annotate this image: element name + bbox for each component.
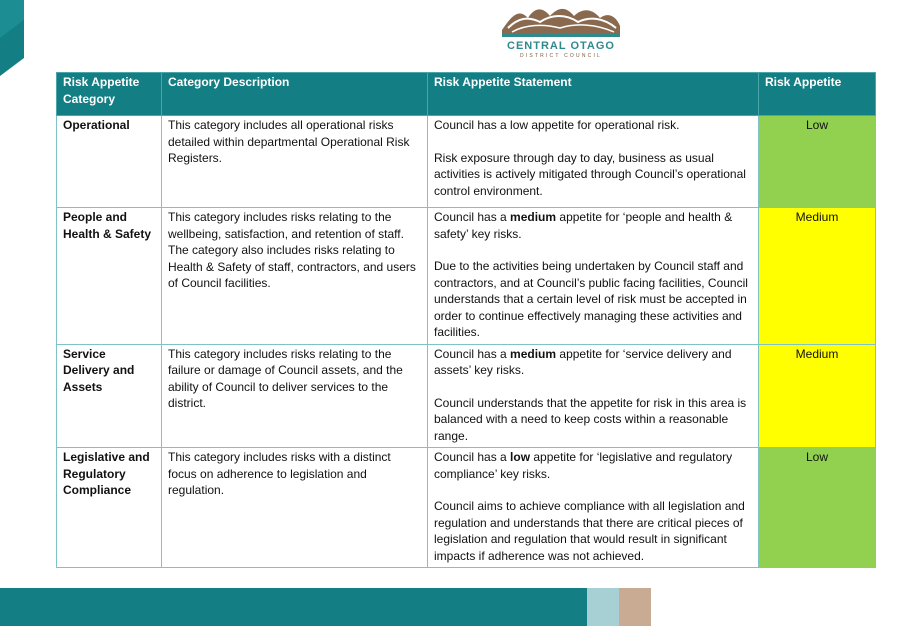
statement-level: medium — [510, 346, 557, 361]
statement-intro: Council has a low appetite for operational risk. — [434, 118, 680, 132]
category-cell: People and Health & Safety — [57, 208, 162, 345]
statement-post: appetite for ‘legislative and regulatory compliance’ key risks. — [434, 450, 733, 481]
statement-cell — [428, 448, 759, 568]
table-row — [57, 208, 876, 345]
statement-detail: Due to the activities being undertaken by Council staff and contractors, and at Council’s public facing facilities, Council understands that a certain level of risk must be accepted in order to continue effectively managing these activities and facilities. — [434, 259, 748, 339]
header-category: Risk Appetite Category — [57, 73, 162, 116]
statement-cell — [428, 208, 759, 345]
statement-intro — [434, 346, 752, 379]
statement-post: appetite for ‘people and health & safety’ key risks. — [434, 210, 733, 241]
category-cell: Legislative and Regulatory Compliance — [57, 448, 162, 568]
appetite-cell: Low — [759, 448, 876, 568]
statement-intro — [434, 209, 752, 242]
statement-detail: Council understands that the appetite for risk in this area is balanced with a need to keep costs within a reasonable range. — [434, 395, 747, 443]
statement-level: low — [510, 450, 531, 464]
header-description: Category Description — [162, 73, 428, 116]
footer-accent-tan — [619, 588, 651, 626]
logo-subtitle: DISTRICT COUNCIL — [519, 53, 603, 59]
statement-cell — [428, 116, 759, 208]
table-row — [57, 344, 876, 448]
description-cell: This category includes risks with a distinct focus on adherence to legislation and regulation. — [162, 448, 428, 568]
corner-decoration — [0, 0, 24, 76]
statement-post: appetite for ‘service delivery and assets’ key risks. — [434, 346, 732, 377]
statement-pre: Council has a — [434, 346, 511, 361]
footer-band — [0, 588, 587, 626]
footer-accent-light — [587, 588, 619, 626]
statement-pre: Council has a — [434, 450, 511, 464]
statement-pre: Council has a — [434, 210, 511, 224]
table-row — [57, 116, 876, 208]
category-cell: Service Delivery and Assets — [57, 344, 162, 448]
description-cell: This category includes risks relating to the failure or damage of Council assets, and the ability of Council to deliver services to the district. — [162, 344, 428, 448]
statement-detail: Council aims to achieve compliance with all legislation and regulation and understands that there are critical pieces of legislation and regulation that would result in significant impacts if adherence was not achieved. — [434, 499, 745, 563]
header-statement: Risk Appetite Statement — [428, 73, 759, 116]
description-cell: This category includes risks relating to the wellbeing, satisfaction, and retention of staff. The category also includes risks relating to Health & Safety of staff, contractors, and users of Council facilities. — [162, 208, 428, 345]
council-logo — [500, 4, 622, 58]
risk-appetite-table — [56, 72, 876, 568]
statement-level: medium — [510, 210, 557, 224]
category-cell: Operational — [57, 116, 162, 208]
mountains-icon — [500, 4, 622, 40]
statement-cell — [428, 344, 759, 448]
table-header-row — [57, 73, 876, 116]
header-appetite: Risk Appetite — [759, 73, 876, 116]
appetite-cell: Medium — [759, 208, 876, 345]
description-cell: This category includes all operational risks detailed within departmental Operational Risk Registers. — [162, 116, 428, 208]
appetite-cell: Low — [759, 116, 876, 208]
logo-title: CENTRAL OTAGO — [507, 40, 615, 52]
appetite-cell: Medium — [759, 344, 876, 448]
table-row — [57, 448, 876, 568]
statement-detail: Risk exposure through day to day, business as usual activities is actively mitigated through Council’s operational control environment. — [434, 150, 746, 198]
statement-intro — [434, 449, 752, 482]
